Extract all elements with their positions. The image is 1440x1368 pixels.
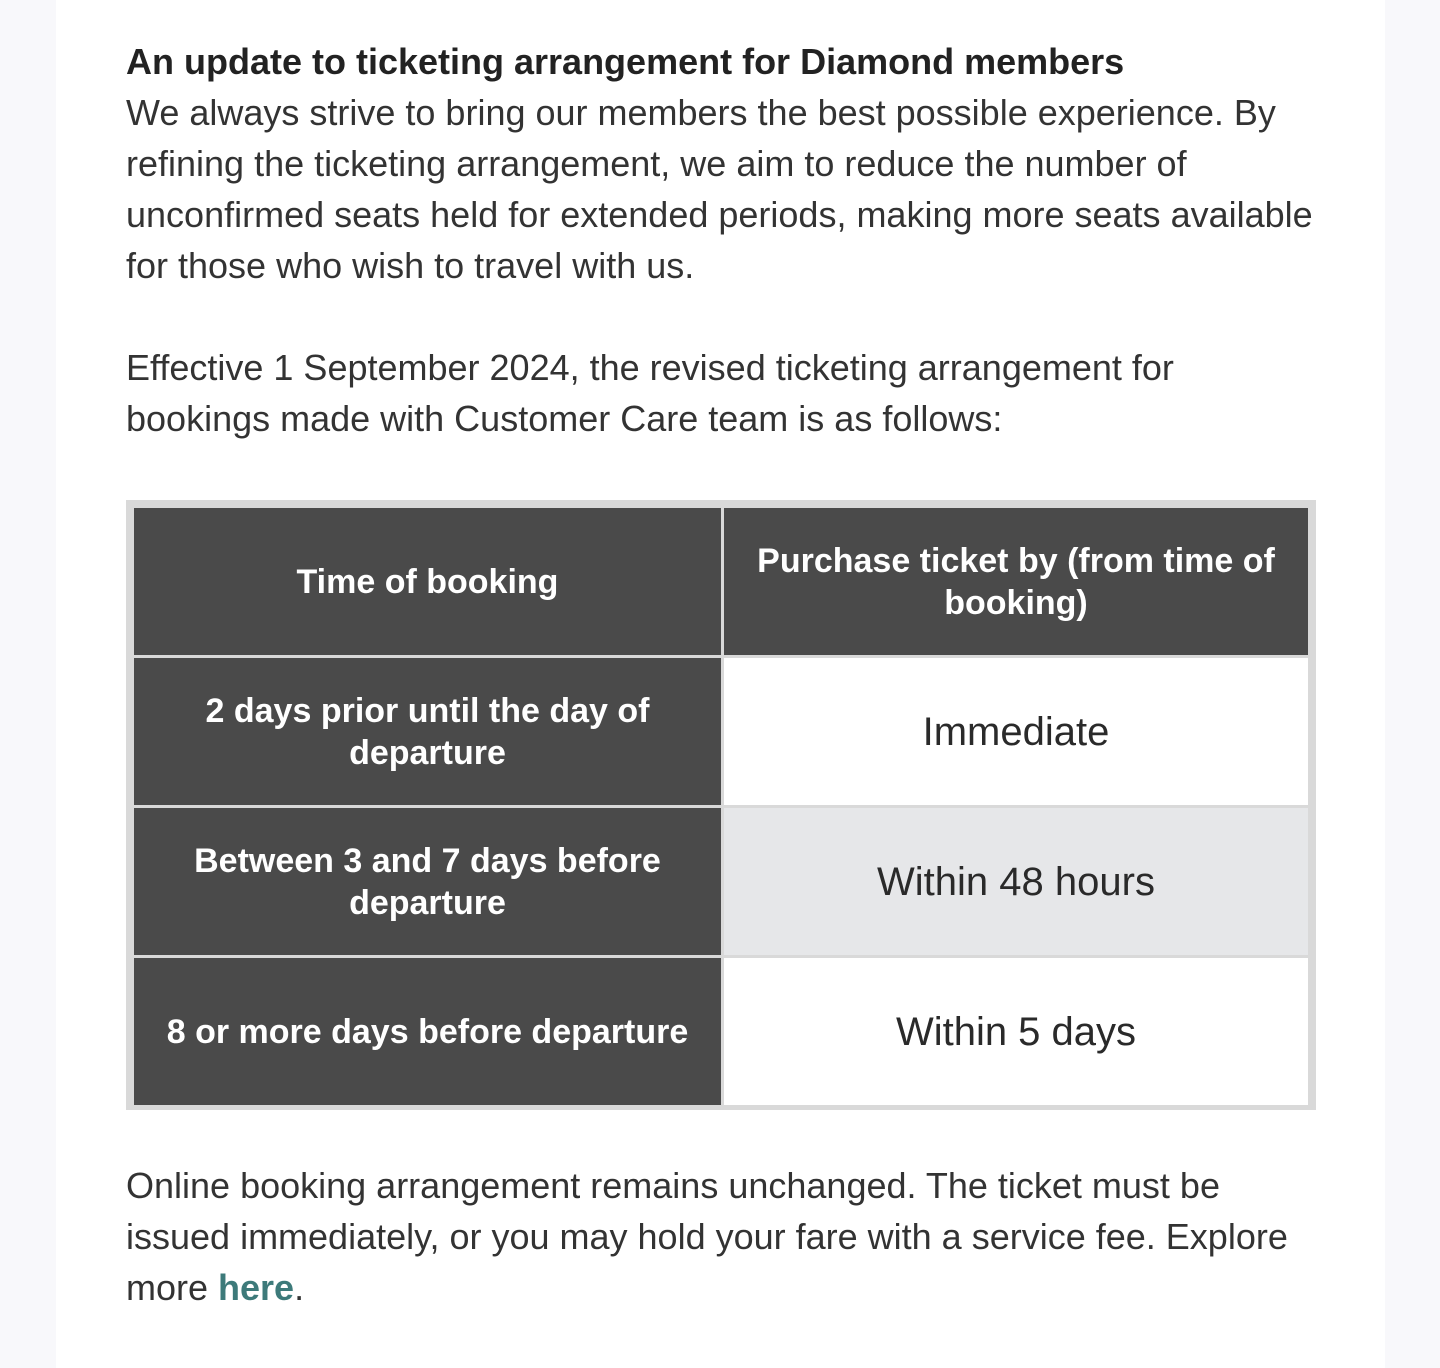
table-row [133, 957, 1310, 1107]
footer-paragraph [126, 1160, 1326, 1313]
ticketing-table-frame [126, 500, 1316, 1110]
row-booking-time: 2 days prior until the day of departure [133, 657, 723, 807]
header-purchase-ticket-by: Purchase ticket by (from time of booking) [723, 507, 1310, 657]
header-time-of-booking: Time of booking [133, 507, 723, 657]
table-header-row [133, 507, 1310, 657]
row-booking-time: Between 3 and 7 days before departure [133, 807, 723, 957]
row-purchase-deadline: Within 48 hours [723, 807, 1310, 957]
article [126, 36, 1326, 1313]
row-booking-time: 8 or more days before departure [133, 957, 723, 1107]
row-purchase-deadline: Within 5 days [723, 957, 1310, 1107]
explore-more-link[interactable]: here [218, 1267, 295, 1308]
table-row [133, 807, 1310, 957]
table-row [133, 657, 1310, 807]
paragraph-spacer [126, 291, 1326, 342]
effective-paragraph: Effective 1 September 2024, the revised ticketing arrangement for bookings made with Customer Care team is as follows: [126, 347, 1174, 439]
ticketing-table [131, 505, 1311, 1108]
footer-period: . [294, 1267, 305, 1308]
row-purchase-deadline: Immediate [723, 657, 1310, 807]
footer-text: Online booking arrangement remains unchanged. The ticket must be issued immediately, or you may hold your fare with a service fee. Explore more [126, 1165, 1288, 1308]
intro-paragraph: We always strive to bring our members the best possible experience. By refining the ticketing arrangement, we aim to reduce the number of unconfirmed seats held for extended periods, making more seats available for those who wish to travel with us. [126, 92, 1313, 286]
headline: An update to ticketing arrangement for Diamond members [126, 41, 1125, 82]
